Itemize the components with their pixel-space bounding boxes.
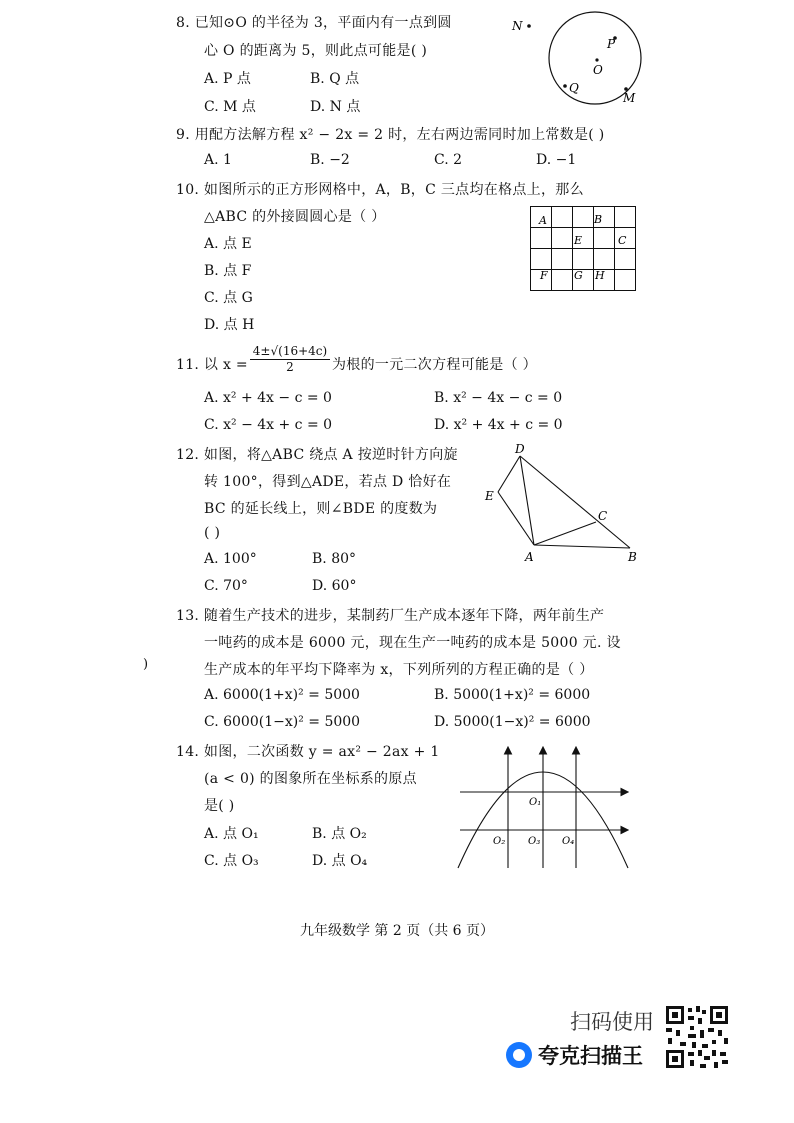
q10-stem-line1: 10. 如图所示的正方形网格中，A，B，C 三点均在格点上，那么 <box>176 182 584 198</box>
label-m: M <box>623 91 636 105</box>
label-c: C <box>598 509 608 523</box>
q14-parabola-figure <box>455 742 635 872</box>
q8-option-d: D. N 点 <box>310 99 361 115</box>
label-o3: O₃ <box>528 836 541 847</box>
q12-option-c: C. 70° <box>204 578 248 594</box>
q13-stem-line3: 生产成本的年平均下降率为 x，下列所列的方程正确的是（ ） <box>204 662 594 678</box>
q11-option-d: D. x² + 4x + c = 0 <box>434 417 563 433</box>
label-o1: O₁ <box>529 797 542 808</box>
q11-stem-suffix: 为根的一元二次方程可能是（ ） <box>332 357 537 373</box>
brand-logo-icon <box>506 1042 532 1068</box>
label-b: B <box>594 213 603 226</box>
triangle-lines <box>498 456 630 548</box>
q10-option-a: A. 点 E <box>204 236 252 252</box>
label-n: N <box>512 19 523 33</box>
q12-stem-line3: BC 的延长线上，则∠BDE 的度数为 <box>204 501 438 517</box>
label-d: D <box>515 442 525 456</box>
q8-option-a: A. P 点 <box>204 71 251 87</box>
q13-option-b: B. 5000(1+x)² = 6000 <box>434 687 591 703</box>
scan-hint: 扫码使用 <box>570 1010 654 1034</box>
q11-fraction <box>250 344 330 374</box>
brand-name: 夸克扫描王 <box>538 1044 643 1068</box>
label-q: Q <box>569 81 579 95</box>
point-o <box>595 58 598 61</box>
q14-stem-line3: 是( ) <box>204 798 235 814</box>
qr-code-icon <box>666 1006 728 1068</box>
q13-option-c: C. 6000(1−x)² = 5000 <box>204 714 361 730</box>
q13-stem-line2: 一吨药的成本是 6000 元，现在生产一吨药的成本是 5000 元. 设 <box>204 635 621 651</box>
label-o2: O₂ <box>493 836 506 847</box>
label-a: A <box>525 550 534 564</box>
q10-stem-line2: △ABC 的外接圆圆心是（ ） <box>204 209 386 225</box>
q13-stem-line1: 13. 随着生产技术的进步，某制药厂生产成本逐年下降，两年前生产 <box>176 608 605 624</box>
label-c: C <box>618 234 627 247</box>
q9-option-c: C. 2 <box>434 152 463 168</box>
label-o: O <box>593 63 603 77</box>
q14-stem-line2: (a < 0) 的图象所在坐标系的原点 <box>204 771 417 787</box>
q12-stem-line4: ( ) <box>204 525 221 541</box>
q11-option-a: A. x² + 4x − c = 0 <box>204 390 332 406</box>
q9-option-b: B. −2 <box>310 152 350 168</box>
q9-option-a: A. 1 <box>204 152 232 168</box>
label-e: E <box>485 489 494 503</box>
q9-option-d: D. −1 <box>536 152 577 168</box>
q13-option-d: D. 5000(1−x)² = 6000 <box>434 714 591 730</box>
label-o4: O₄ <box>562 836 575 847</box>
q10-grid-figure <box>530 206 636 312</box>
q14-option-c: C. 点 O₃ <box>204 853 259 869</box>
q10-option-c: C. 点 G <box>204 290 253 306</box>
axes <box>458 748 628 868</box>
q8-option-b: B. Q 点 <box>310 71 360 87</box>
q8-option-c: C. M 点 <box>204 99 256 115</box>
q11-stem-prefix: 11. 以 x = <box>176 357 248 373</box>
q12-option-a: A. 100° <box>204 551 257 567</box>
q8-stem-line1: 8. 已知⊙O 的半径为 3，平面内有一点到圆 <box>176 15 452 31</box>
q12-option-b: B. 80° <box>312 551 357 567</box>
q11-option-b: B. x² − 4x − c = 0 <box>434 390 563 406</box>
q10-option-d: D. 点 H <box>204 317 255 333</box>
label-f: F <box>540 269 548 282</box>
label-b: B <box>628 550 637 564</box>
q13-option-a: A. 6000(1+x)² = 5000 <box>204 687 360 703</box>
q14-option-b: B. 点 O₂ <box>312 826 367 842</box>
label-g: G <box>574 269 583 282</box>
q11-option-c: C. x² − 4x + c = 0 <box>204 417 333 433</box>
brand-watermark <box>506 1040 643 1070</box>
label-e: E <box>574 234 583 247</box>
q14-option-a: A. 点 O₁ <box>204 826 259 842</box>
q10-option-b: B. 点 F <box>204 263 252 279</box>
q14-stem-line1: 14. 如图，二次函数 y = ax² − 2ax + 1 <box>176 744 440 760</box>
q11-denominator: 2 <box>286 360 294 374</box>
q12-stem-line2: 转 100°，得到△ADE，若点 D 恰好在 <box>204 474 452 490</box>
q11-numerator: 4±√(16+4c) <box>250 344 330 360</box>
q12-option-d: D. 60° <box>312 578 357 594</box>
q9-stem: 9. 用配方法解方程 x² − 2x = 2 时，左右两边需同时加上常数是( ) <box>176 127 605 143</box>
q14-option-d: D. 点 O₄ <box>312 853 368 869</box>
point-q <box>563 84 567 88</box>
margin-mark: ) <box>143 657 149 672</box>
point-n <box>527 24 531 28</box>
q12-triangle-figure <box>480 440 640 566</box>
q8-circle-figure <box>505 8 645 108</box>
page-footer: 九年级数学 第 2 页（共 6 页） <box>299 923 495 939</box>
label-p: P <box>607 37 616 51</box>
q12-stem-line1: 12. 如图，将△ABC 绕点 A 按逆时针方向旋 <box>176 447 458 463</box>
label-h: H <box>595 269 605 282</box>
label-a: A <box>539 214 547 227</box>
q8-stem-line2: 心 O 的距离为 5，则此点可能是( ) <box>204 43 428 59</box>
